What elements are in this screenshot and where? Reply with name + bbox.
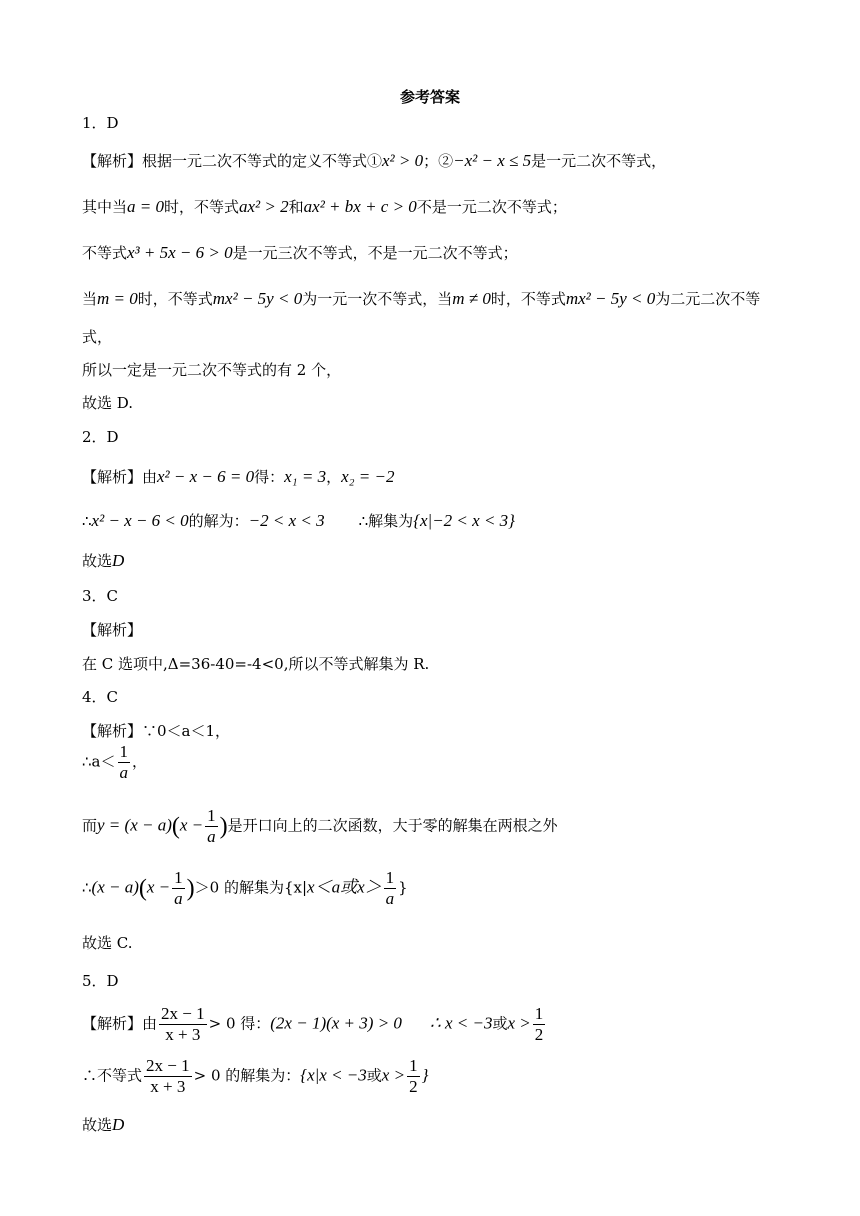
q1-text: 是一元二次不等式，	[531, 152, 667, 170]
fraction	[407, 1056, 420, 1097]
fraction	[144, 1056, 192, 1097]
q5-text: 【解析】由	[82, 1014, 158, 1033]
q5-text: > 0 的解集为：	[193, 1066, 301, 1085]
q1-math: m ≠ 0	[452, 289, 491, 308]
q4-answer: 4．C	[82, 688, 119, 706]
fraction	[118, 742, 131, 783]
q1-math: a = 0	[127, 197, 164, 216]
paren-close: )	[219, 813, 228, 840]
q2-text: ∴解集为	[358, 512, 414, 530]
q3-line-2: 在 C 选项中,Δ=36-40=-4<0,所以不等式解集为 R.	[82, 655, 430, 673]
q4-math: x＜a或x＞	[307, 877, 382, 897]
q1-line-5: 式，	[82, 328, 113, 346]
q2-math: x² − x − 6 < 0	[91, 511, 189, 530]
numerator: 2x − 1	[161, 1004, 205, 1023]
fraction	[159, 1004, 207, 1045]
page-title: 参考答案	[399, 88, 460, 106]
q5-answer: 5．D	[82, 972, 119, 990]
q1-text: 和	[288, 198, 304, 216]
q2-answer: 2．D	[82, 428, 119, 446]
q2-text: 【解析】由	[82, 468, 158, 486]
q2-math: D	[112, 551, 125, 570]
q4-text: ，	[132, 752, 148, 771]
q1-text: 不等式	[82, 244, 128, 262]
q5-math: x >	[507, 1013, 531, 1033]
q4-line-2	[82, 742, 147, 783]
q4-line-4	[82, 868, 408, 909]
q3-answer: 3．C	[82, 587, 119, 605]
q1-line-7: 故选 D.	[82, 394, 134, 412]
q1-text: 不是一元二次不等式；	[416, 198, 567, 216]
q1-text: 时，不等式	[490, 290, 566, 308]
numerator: 1	[409, 1056, 418, 1075]
q5-line-1	[82, 1004, 547, 1045]
fraction	[172, 868, 185, 909]
q2-text: ，	[326, 468, 342, 486]
q1-math: x³ + 5x − 6 > 0	[127, 243, 233, 262]
q4-math: x −	[179, 815, 204, 835]
q1-math: ax² > 2	[239, 197, 289, 216]
fraction	[205, 806, 218, 847]
q1-answer: 1．D	[82, 114, 119, 132]
numerator: 1	[174, 868, 183, 887]
q5-text: 或	[492, 1014, 508, 1033]
q1-math: m = 0	[97, 289, 138, 308]
q5-math: x >	[381, 1065, 406, 1085]
q5-math: ∴ x < −3	[429, 1013, 493, 1033]
fraction	[384, 868, 397, 909]
q1-text: 其中当	[82, 198, 128, 216]
q1-text: 时，不等式	[137, 290, 213, 308]
fraction	[533, 1004, 546, 1045]
numerator: 1	[385, 868, 395, 887]
q2-text: 得：	[254, 468, 285, 486]
q5-math: }	[421, 1065, 429, 1085]
denominator: a	[174, 889, 183, 908]
q1-math: −x² − x ≤ 5	[453, 151, 532, 170]
q4-text: }	[398, 878, 408, 897]
q2-line-3	[82, 550, 124, 572]
q5-text: > 0 得：	[208, 1014, 271, 1033]
numerator: 1	[207, 806, 216, 825]
q1-line-6: 所以一定是一元二次不等式的有 2 个，	[82, 361, 342, 379]
q5-math: (2x − 1)(x + 3) > 0	[270, 1013, 402, 1033]
denominator: a	[119, 763, 128, 782]
denominator: x + 3	[165, 1025, 201, 1044]
q1-text: 当	[82, 290, 98, 308]
q1-math: mx² − 5y < 0	[212, 289, 303, 308]
q2-text: 故选	[82, 552, 113, 570]
q5-text: ∴不等式	[82, 1066, 143, 1085]
q5-line-3	[82, 1114, 124, 1136]
q2-line-1	[82, 466, 395, 488]
q1-text: 【解析】根据一元二次不等式的定义不等式①	[82, 152, 383, 170]
q1-line-3	[82, 242, 518, 264]
q4-line-5: 故选 C.	[82, 934, 133, 952]
q4-line-3	[82, 806, 558, 847]
q1-text: 为二元二次不等	[655, 290, 761, 308]
q4-text: ∴a＜	[82, 752, 116, 771]
q4-math: (x − a)	[91, 877, 139, 897]
q1-math: ax² + bx + c > 0	[303, 197, 417, 216]
q2-math: x² − x − 6 = 0	[157, 467, 255, 486]
q4-line-1: 【解析】∵0＜a＜1，	[82, 722, 231, 740]
q4-text: 是开口向上的二次函数，大于零的解集在两根之外	[227, 816, 558, 835]
q2-math: x₁ = 3	[284, 467, 327, 486]
numerator: 2x − 1	[146, 1056, 190, 1075]
q1-text: ；②	[423, 152, 454, 170]
q5-line-2	[82, 1056, 428, 1097]
q1-math: mx² − 5y < 0	[565, 289, 656, 308]
paren-close: )	[186, 875, 195, 902]
denominator: a	[207, 827, 216, 846]
q5-text: 或	[366, 1066, 382, 1085]
q4-text: ＞0 的解集为{x|	[194, 878, 308, 897]
numerator: 1	[534, 1004, 544, 1023]
q2-text: 的解为：	[188, 512, 249, 530]
q5-math: {x|x < −3	[300, 1065, 367, 1085]
paren-open: (	[138, 875, 147, 902]
q1-text: 是一元三次不等式，不是一元二次不等式；	[232, 244, 518, 262]
paren-open: (	[171, 813, 180, 840]
denominator: 2	[409, 1077, 418, 1096]
q2-math: {x|−2 < x < 3}	[413, 511, 515, 530]
q4-text: ∴	[82, 878, 92, 897]
q2-math: −2 < x < 3	[248, 511, 325, 530]
q5-text: 故选	[82, 1116, 113, 1134]
q1-line-2	[82, 196, 567, 218]
q4-text: 而	[82, 816, 98, 835]
numerator: 1	[119, 742, 128, 761]
q2-text: ∴	[82, 512, 92, 530]
q4-math: y = (x − a)	[97, 815, 172, 835]
q2-line-2	[82, 510, 515, 532]
denominator: x + 3	[150, 1077, 186, 1096]
denominator: 2	[534, 1025, 544, 1044]
q1-line-1	[82, 150, 666, 172]
q5-math: D	[112, 1115, 125, 1134]
q2-math: x₂ = −2	[341, 467, 395, 486]
q1-math: x² > 0	[382, 151, 424, 170]
q1-text: 为一元一次不等式，当	[302, 290, 453, 308]
denominator: a	[385, 889, 395, 908]
q1-line-4	[82, 288, 760, 310]
q4-math: x −	[146, 877, 171, 897]
q1-text: 时，不等式	[164, 198, 240, 216]
q3-line-1: 【解析】	[82, 621, 143, 639]
